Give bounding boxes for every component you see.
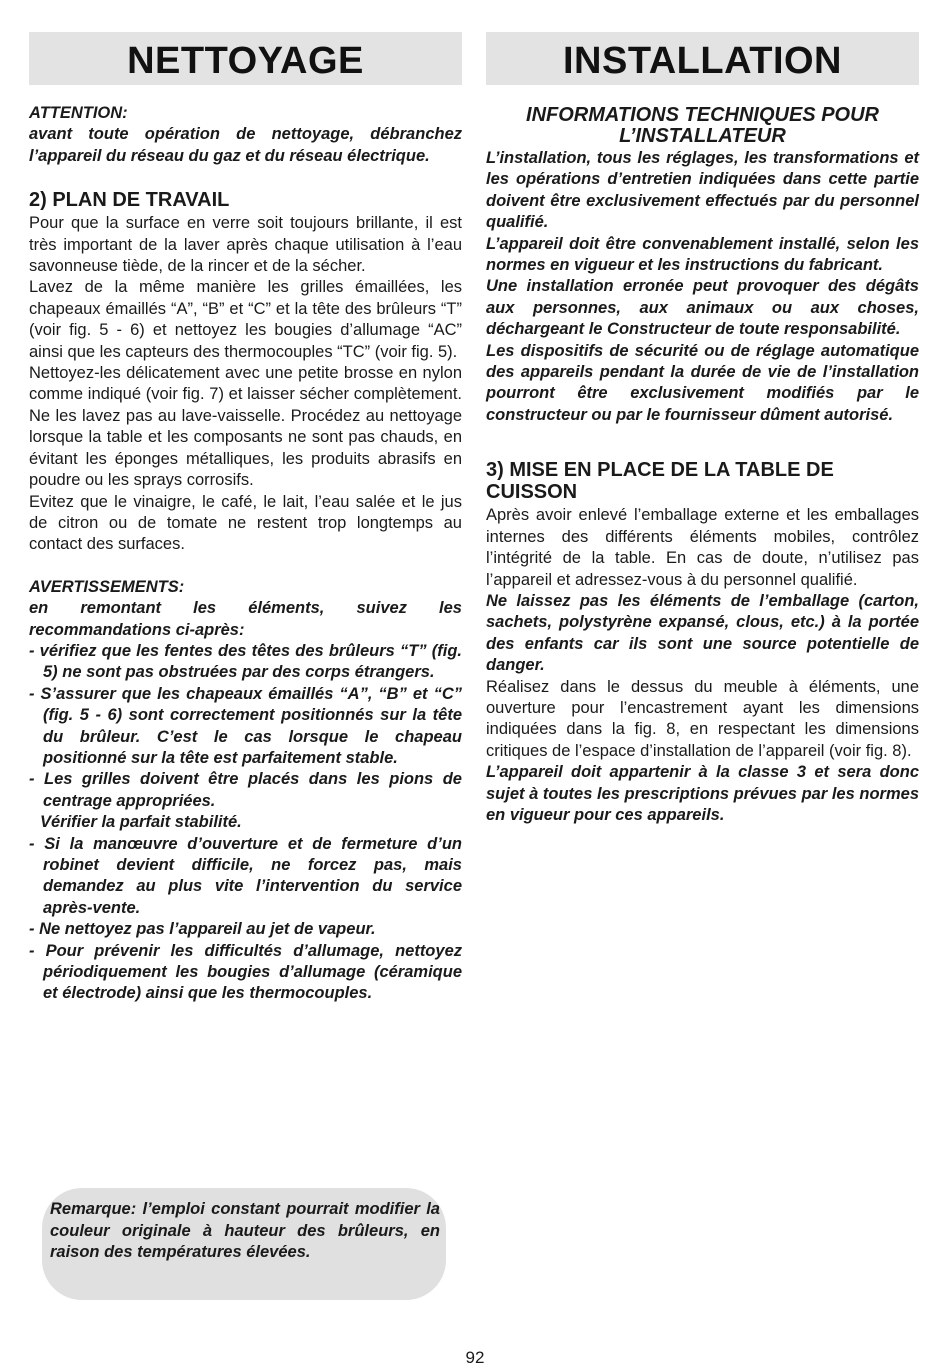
plan-de-travail-body [29, 213, 462, 556]
paragraph: L’installation, tous les réglages, les transformations et les opérations d’entretien indiquées dans cette partie doivent être exclusivement effectués par du personnel qualifié. [486, 149, 919, 232]
paragraph: Après avoir enlevé l’emballage externe et les emballages internes des différents éléments mobiles, contrôlez l’intégrité de la table. En cas de doute, n’utilisez pas l’appareil et adressez-vous à du personnel qualifié. [486, 506, 919, 589]
remark-box [42, 1188, 446, 1300]
plan-de-travail-heading: 2) PLAN DE TRAVAIL [29, 189, 230, 212]
tech-info-heading-line2: L’INSTALLATEUR [619, 125, 786, 147]
left-column [29, 32, 462, 1005]
warnings-label: AVERTISSEMENTS: [29, 577, 185, 596]
paragraph: Réalisez dans le dessus du meuble à éléments, une ouverture pour l’encastrement ayant les dimensions indiquées dans la fig. 8, en respectant les dimensions critiques de l’espace d’installation de l’appareil (voir fig. 8). [486, 677, 919, 760]
warning-item: - Ne nettoyez pas l’appareil au jet de vapeur. [29, 920, 376, 939]
paragraph: Lavez de la même manière les grilles émaillées, les chapeaux émaillés “A”, “B” et “C” et la tête des brûleurs “T” (voir fig. 5 - 6) et nettoyez les bougies d’allumage “AC” ainsi que les capteurs des thermocouples “TC” (voir fig. 5). [29, 278, 462, 361]
tech-info-heading [486, 105, 919, 147]
paragraph: L’appareil doit appartenir à la classe 3 et sera donc sujet à toutes les prescriptions prévues par les normes en vigueur pour ces appareils. [486, 763, 919, 824]
remark-text: Remarque: l’emploi constant pourrait modifier la couleur originale à hauteur des brûleurs, en raison des températures élevées. [50, 1200, 440, 1261]
paragraph: L’appareil doit être convenablement installé, selon les normes en vigueur et les instructions du fabricant. [486, 234, 919, 275]
paragraph: Les dispositifs de sécurité ou de réglage automatique des appareils pendant la durée de vie de l’installation pourront être exclusivement modifiés par le constructeur ou par le fournisseur dûment autorisé. [486, 341, 919, 424]
mise-en-place-body [486, 505, 919, 826]
paragraph: Evitez que le vinaigre, le café, le lait, l’eau salée et le jus de citron ou de tomate ne restent trop longtemps au contact des surfaces. [29, 492, 462, 554]
attention-label: ATTENTION: [29, 104, 128, 122]
warning-item: Vérifier la parfait stabilité. [40, 813, 242, 832]
warning-item: - vérifiez que les fentes des têtes des brûleurs “T” (fig. 5) ne sont pas obstruées par des corps étrangers. [29, 641, 462, 682]
section-banner-installation: INSTALLATION [486, 32, 919, 85]
attention-text: avant toute opération de nettoyage, débranchez l’appareil du réseau du gaz et du réseau électrique. [29, 125, 462, 165]
paragraph: Une installation erronée peut provoquer des dégâts aux personnes, aux animaux ou aux choses, déchargeant le Constructeur de toute responsabilité. [486, 277, 919, 339]
warning-item: - Pour prévenir les difficultés d’allumage, nettoyez périodiquement les bougies d’allumage (céramique et électrode) ainsi que les thermocouples. [29, 941, 462, 1003]
tech-info-body [486, 148, 919, 426]
paragraph: Nettoyez-les délicatement avec une petite brosse en nylon comme indiqué (voir fig. 7) et laisser sécher complètement. Ne les lavez pas au lave-vaisselle. Procédez au nettoyage lorsque la table et les composants ne sont pas chauds, en évitant les éponges métalliques, les produits abrasifs en poudre ou les sprays corrosifs. [29, 364, 462, 490]
warning-item: - S’assurer que les chapeaux émaillés “A”, “B” et “C” (fig. 5 - 6) sont correctement positionnés sur la tête du brûleur. C’est le cas lorsque le chapeau positionné sur la tête est parfaitement stable. [29, 684, 462, 767]
mise-en-place-heading: 3) MISE EN PLACE DE LA TABLE DE CUISSON [486, 459, 834, 504]
warning-item: - Si la manœuvre d’ouverture et de fermeture d’un robinet devient difficile, ne forcez pas, mais demandez au plus vite l’intervention du service après-vente. [29, 834, 462, 917]
right-column [486, 32, 919, 826]
warnings-block [29, 577, 462, 1005]
section-banner-nettoyage: NETTOYAGE [29, 32, 462, 85]
warnings-intro: en remontant les éléments, suivez les recommandations ci-après: [29, 599, 462, 639]
attention-block [29, 103, 462, 167]
page-number: 92 [465, 1348, 485, 1367]
tech-info-heading-line1: INFORMATIONS TECHNIQUES POUR [526, 104, 879, 126]
paragraph: Ne laissez pas les éléments de l’emballage (carton, sachets, polystyrène expansé, clous, etc.) à la portée des enfants car ils sont une source potentielle de danger. [486, 591, 919, 675]
paragraph: Pour que la surface en verre soit toujours brillante, il est très important de la laver après chaque utilisation à l’eau savonneuse tiède, de la rincer et de la sécher. [29, 214, 462, 276]
warning-item: - Les grilles doivent être placés dans les pions de centrage appropriées. [29, 770, 462, 810]
